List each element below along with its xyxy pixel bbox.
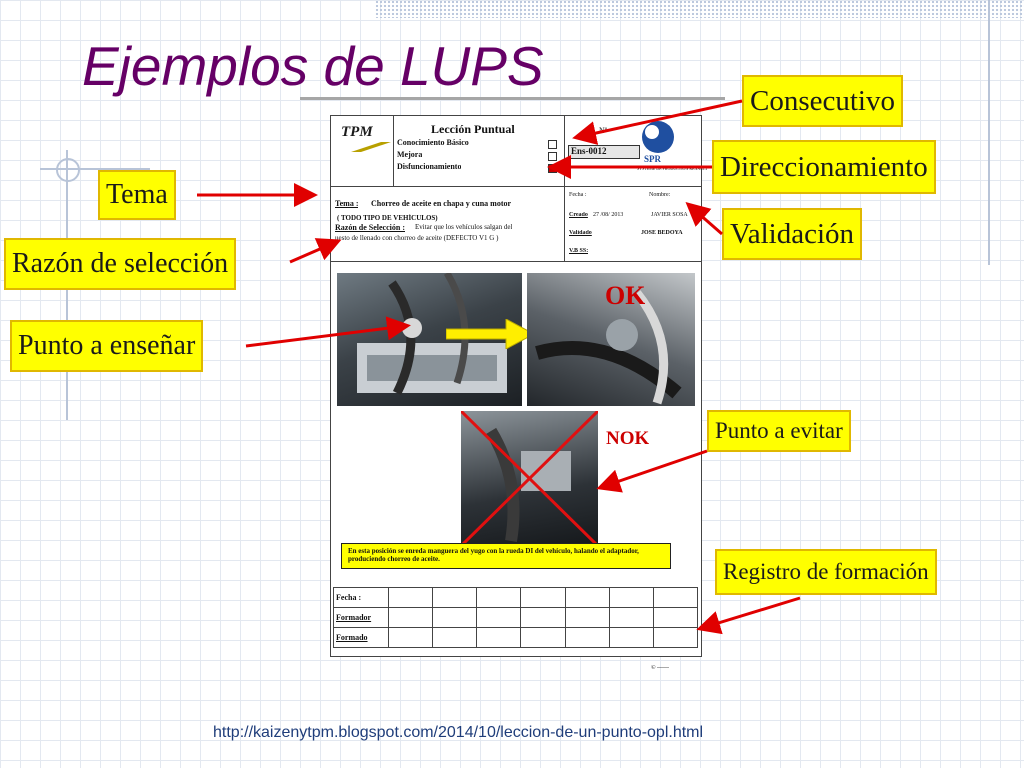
label-tema: Tema	[98, 170, 176, 220]
creado-date: 27 /08/ 2013	[593, 212, 624, 218]
source-url[interactable]: http://kaizenytpm.blogspot.com/2014/10/leccion-de-un-punto-opl.html	[213, 724, 704, 741]
arrow-consecutivo	[578, 101, 742, 137]
tema-label: Tema :	[335, 199, 359, 208]
tema-text: Chorreo de aceite en chapa y cuna motor	[371, 199, 512, 208]
arrow-registro	[702, 598, 800, 628]
validado-label: Validado	[569, 230, 592, 236]
label-consecutivo: Consecutivo	[742, 75, 903, 127]
tpm-logo: TPM	[341, 124, 373, 140]
label-punto-evitar: Punto a evitar	[707, 410, 851, 452]
consecutive-value: Ens-0012	[568, 145, 640, 159]
table-row: Fecha :	[334, 588, 698, 608]
creado-label: Creado	[569, 212, 588, 218]
label-direccionamiento: Direccionamiento	[712, 140, 936, 194]
label-punto-ensenar: Punto a enseñar	[10, 320, 203, 372]
razon-text: Evitar que los vehículos salgan del	[415, 223, 513, 231]
label-registro-formacion: Registro de formación	[715, 549, 937, 595]
vb-label: V.B SS:	[569, 248, 589, 254]
nombre-label: Nombre:	[649, 192, 671, 198]
type-improvement: Mejora	[397, 150, 423, 159]
footer-mark: © ------	[651, 665, 670, 671]
tema-subtext: ( TODO TIPO DE VEHÍCULOS)	[337, 214, 438, 222]
table-row: Formador	[334, 608, 698, 628]
fecha-label: Fecha :	[569, 192, 587, 198]
arrow-punto-ensenar	[246, 326, 405, 346]
type-basic: Conocimiento Básico	[397, 138, 469, 147]
document-heading: Lección Puntual	[431, 122, 515, 136]
ok-label: OK	[605, 281, 646, 310]
table-row: Formado	[334, 628, 698, 648]
creado-name: JAVIER SOSA	[651, 212, 688, 218]
validado-name: JOSÉ BEDOYA	[641, 230, 683, 236]
label-validacion: Validación	[722, 208, 862, 260]
observation-note: En esta posición se enreda manguera del yugo con la rueda DI del vehículo, halando el adaptador, produciendo chorreo de aceite.	[341, 543, 671, 569]
spr-caption: SYSTEME DE PRODUCTION RENAULT	[637, 166, 708, 171]
arrow-validacion	[690, 206, 722, 234]
razon-label: Razón de Selección :	[335, 223, 405, 232]
razon-text-2: uesto de llenado con chorreo de aceite (DEFECTO V1 G )	[335, 234, 499, 242]
type-malfunction: Disfuncionamiento	[397, 162, 462, 171]
nok-label: NOK	[606, 428, 650, 449]
spr-logo-text: SPR	[644, 154, 662, 164]
arrow-punto-evitar	[602, 451, 707, 487]
arrow-razon	[290, 242, 336, 262]
label-razon-seleccion: Razón de selección	[4, 238, 236, 290]
consecutive-label: Nº	[599, 126, 608, 135]
slide-title: Ejemplos de LUPS	[82, 35, 544, 97]
